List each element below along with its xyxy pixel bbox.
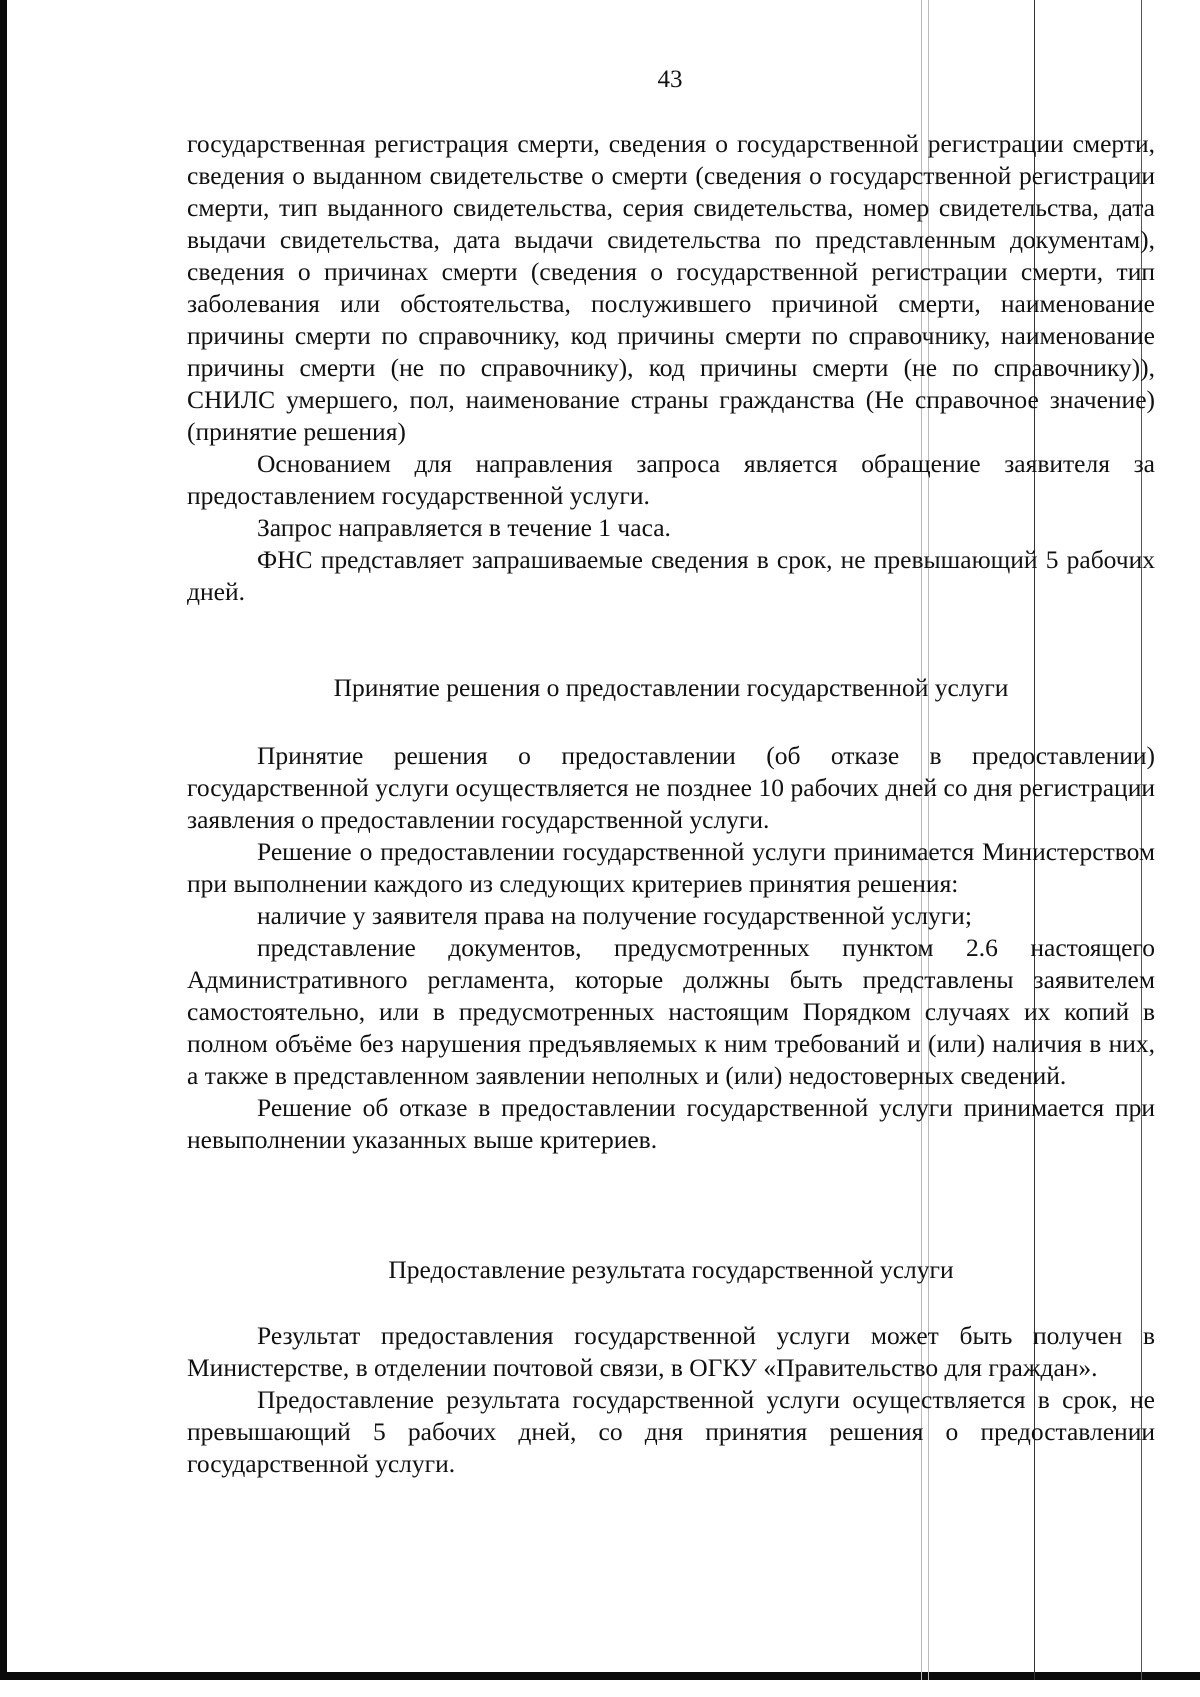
section-heading-result: Предоставление результата государственной услуги bbox=[388, 1255, 954, 1284]
paragraph: Запрос направляется в течение 1 часа. bbox=[257, 513, 671, 542]
scan-border-bottom bbox=[0, 1672, 1200, 1680]
paragraph: представление документов, предусмотренных пунктом 2.6 настоящего Административного регламента, которые должны быть представлены заявителем самостоятельно, или в предусмотренных настоящим Порядком случаях их копий в полном объёме без нарушения предъявляемых к ним требований и (или) наличия в них, а также в представленном заявлении неполных и (или) недостоверных сведений. bbox=[187, 933, 1155, 1090]
paragraph: Основанием для направления запроса является обращение заявителя за предоставлением государственной услуги. bbox=[187, 449, 1155, 510]
body-section-3 bbox=[187, 1320, 1155, 1480]
body-section-1 bbox=[187, 128, 1155, 608]
paragraph: Решение об отказе в предоставлении государственной услуги принимается при невыполнении указанных выше критериев. bbox=[187, 1093, 1155, 1154]
section-heading-decision: Принятие решения о предоставлении государственной услуги bbox=[333, 673, 1009, 702]
page-number: 43 bbox=[657, 66, 683, 93]
paragraph: Результат предоставления государственной услуги может быть получен в Министерстве, в отделении почтовой связи, в ОГКУ «Правительство для граждан». bbox=[187, 1321, 1155, 1382]
body-section-2 bbox=[187, 740, 1155, 1156]
scan-border-left bbox=[0, 0, 7, 1680]
intro-paragraph: государственная регистрация смерти, сведения о государственной регистрации смерти, сведения о выданном свидетельстве о смерти (сведения о государственной регистрации смерти, тип выданного свидетельства, серия свидетельства, номер свидетельства, дата выдачи свидетельства, дата выдачи свидетельства по представленным документам), сведения о причинах смерти (сведения о государственной регистрации смерти, тип заболевания или обстоятельства, послужившего причиной смерти, наименование причины смерти по справочнику, код причины смерти по справочнику, наименование причины смерти (не по справочнику), код причины смерти (не по справочнику)), СНИЛС умершего, пол, наименование страны гражданства (Не справочное значение) (принятие решения) bbox=[187, 129, 1155, 446]
paragraph: ФНС представляет запрашиваемые сведения в срок, не превышающий 5 рабочих дней. bbox=[187, 545, 1155, 606]
paragraph: Предоставление результата государственной услуги осуществляется в срок, не превышающий 5 рабочих дней, со дня принятия решения о предоставлении государственной услуги. bbox=[187, 1385, 1155, 1478]
paragraph: Решение о предоставлении государственной услуги принимается Министерством при выполнении каждого из следующих критериев принятия решения: bbox=[187, 837, 1155, 898]
paragraph: Принятие решения о предоставлении (об отказе в предоставлении) государственной услуги осуществляется не позднее 10 рабочих дней со дня регистрации заявления о предоставлении государственной услуги. bbox=[187, 741, 1155, 834]
paragraph: наличие у заявителя права на получение государственной услуги; bbox=[257, 901, 972, 930]
